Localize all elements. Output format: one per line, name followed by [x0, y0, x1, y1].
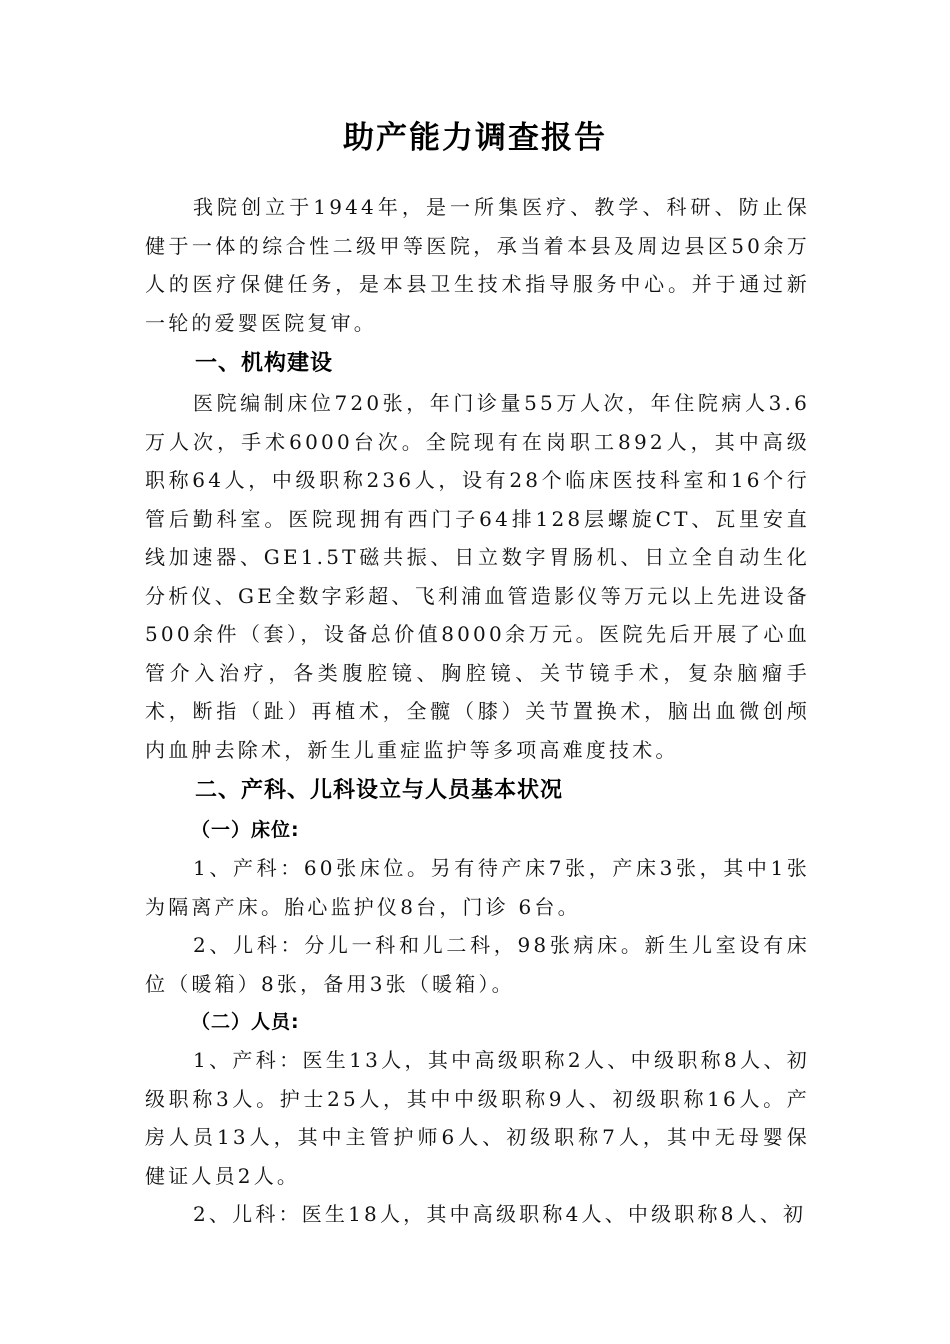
subsection-heading-beds: （一）床位:	[191, 819, 300, 841]
document-title: 助产能力调查报告	[343, 120, 607, 156]
institution-paragraph: 医院编制床位720张，年门诊量55万人次，年住院病人3.6万人次，手术6000台次。全院现有在岗职工892人，其中高级职称64人，中级职称236人，设有28个临床医技科室和16个行管后勤科室。医院现拥有西门子64排128层螺旋CT、瓦里安直线加速器、GE1.5T磁共振、日立数字胃肠机、日立全自动生化分析仪、GE全数字彩超、飞利浦血管造影仪等万元以上先进设备500余件（套），设备总价值8000余万元。医院先后开展了心血管介入治疗，各类腹腔镜、胸腔镜、关节镜手术，复杂脑瘤手术，断指（趾）再植术，全髋（膝）关节置换术，脑出血微创颅内血肿去除术，新生儿重症监护等多项高难度技术。	[145, 391, 810, 762]
staff-pediatrics-paragraph: 2、儿科：医生18人，其中高级职称4人、中级职称8人、初	[193, 1202, 807, 1226]
document-body	[145, 188, 810, 1234]
section-heading-institution: 一、机构建设	[195, 351, 334, 376]
beds-obstetrics-paragraph: 1、产科：60张床位。另有待产床7张，产床3张，其中1张为隔离产床。胎心监护仪8台，门诊 6台。	[145, 856, 810, 919]
beds-pediatrics-paragraph: 2、儿科：分儿一科和儿二科，98张病床。新生儿室设有床位（暖箱）8张，备用3张（暖箱）。	[145, 933, 810, 996]
section-heading-departments: 二、产科、儿科设立与人员基本状况	[195, 778, 564, 803]
subsection-heading-staff: （二）人员:	[191, 1011, 300, 1033]
staff-obstetrics-paragraph: 1、产科：医生13人，其中高级职称2人、中级职称8人、初级职称3人。护士25人，其中中级职称9人、初级职称16人。产房人员13人，其中主管护师6人、初级职称7人，其中无母婴保健证人员2人。	[145, 1048, 810, 1188]
intro-paragraph: 我院创立于1944年，是一所集医疗、教学、科研、防止保健于一体的综合性二级甲等医院，承当着本县及周边县区50余万人的医疗保健任务，是本县卫生技术指导服务中心。并于通过新一轮的爱婴医院复审。	[145, 195, 810, 335]
